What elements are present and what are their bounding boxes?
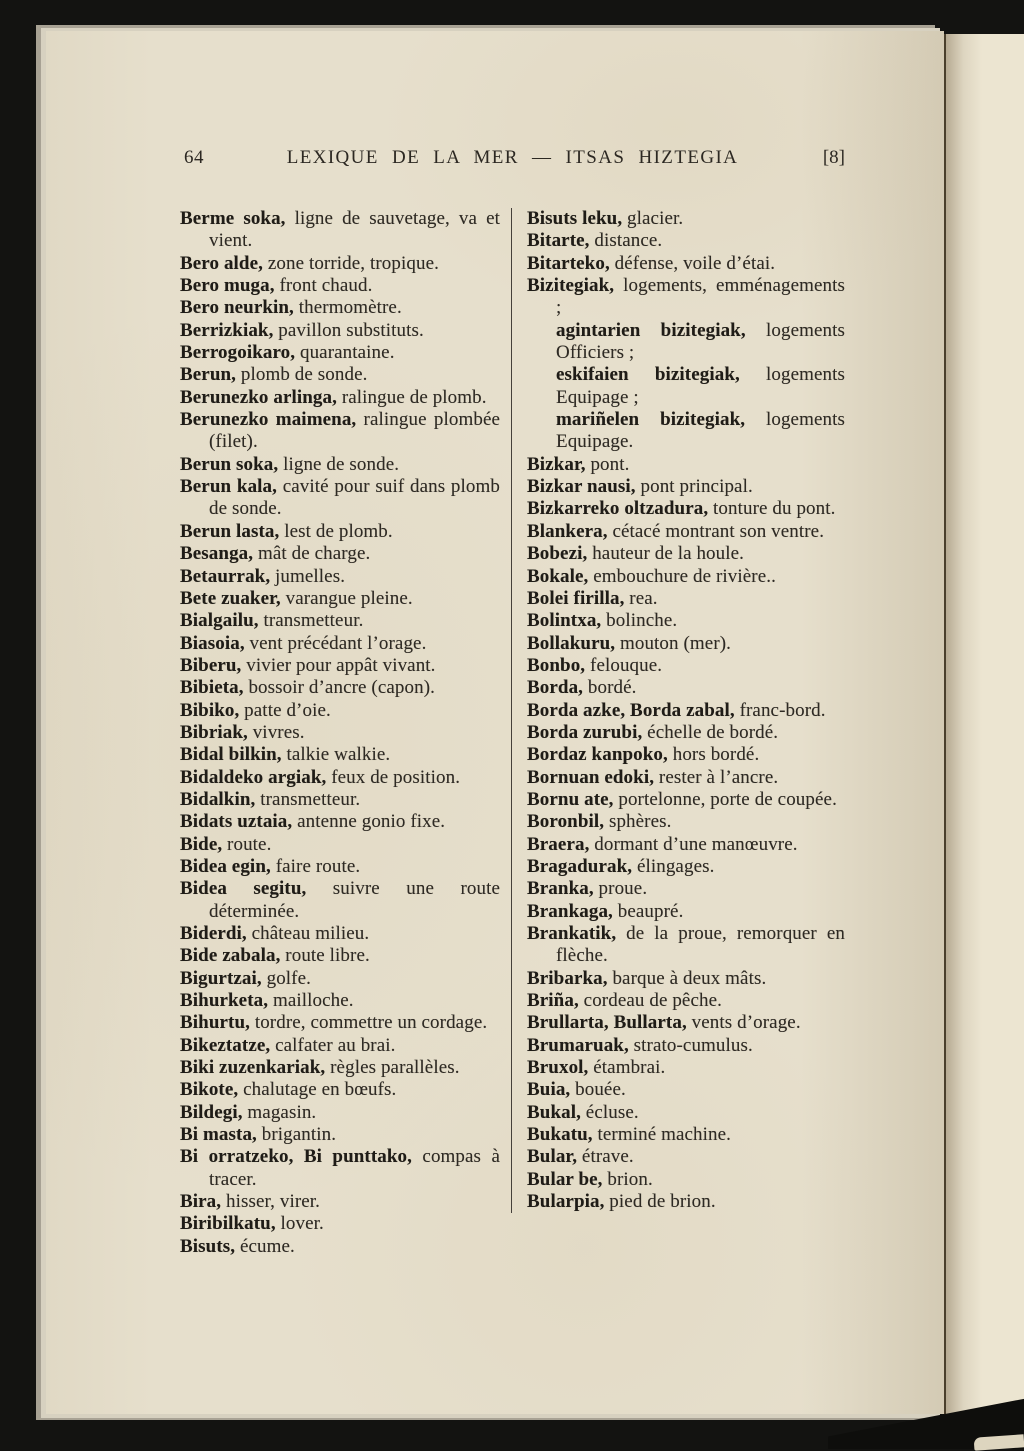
definition: de la proue, remorquer en flèche. [556, 923, 845, 967]
headword: Bigurtzai, [180, 967, 262, 989]
definition: pied de brion. [604, 1191, 716, 1213]
definition: distance. [589, 230, 663, 252]
definition: cavité pour suif dans plomb de sonde. [209, 476, 500, 520]
headword: Bidal bilkin, [180, 744, 282, 766]
entry [527, 588, 845, 610]
definition: quarantaine. [295, 342, 395, 364]
entry [527, 923, 845, 968]
definition: proue. [593, 878, 648, 900]
headword: Biasoia, [180, 632, 245, 654]
entry [180, 1236, 500, 1258]
definition: château milieu. [246, 923, 370, 944]
definition: bordé. [583, 677, 637, 699]
definition: hisser, virer. [221, 1191, 321, 1213]
headword: Bular, [527, 1146, 578, 1168]
definition: brion. [602, 1168, 653, 1190]
entry [180, 208, 500, 253]
headword: Buia, [527, 1079, 571, 1101]
definition: zone torride, tropique. [262, 252, 439, 274]
definition: brigantin. [256, 1124, 337, 1146]
definition: front chaud. [274, 275, 373, 297]
headword: Berunezko arlinga, [180, 386, 337, 408]
headword: Blankera, [527, 520, 608, 542]
headword: Bihurketa, [180, 990, 269, 1012]
headword: Bornuan edoki, [527, 766, 655, 788]
entry [180, 878, 500, 923]
definition: suivre une route déterminée. [209, 878, 500, 922]
headword: Bialgailu, [180, 610, 259, 632]
definition: calfater au brai. [270, 1034, 396, 1056]
entry [180, 700, 500, 722]
headword: Bide zabala, [180, 945, 281, 967]
headword: Bukatu, [527, 1124, 593, 1146]
definition: ralingue de plomb. [336, 386, 487, 408]
entry [180, 945, 500, 967]
entry [527, 253, 845, 275]
definition: cordeau de pêche. [578, 990, 722, 1012]
headword: Bikote, [180, 1079, 239, 1101]
headword: mariñelen bizitegiak, [556, 409, 746, 431]
entry [527, 1079, 845, 1101]
entry [180, 856, 500, 878]
definition: thermomètre. [293, 297, 402, 319]
entry [527, 1124, 845, 1146]
headword: Bobezi, [527, 543, 588, 565]
headword: Berun, [180, 364, 237, 386]
definition: règles parallèles. [325, 1057, 460, 1079]
headword: Bularpia, [527, 1191, 605, 1213]
definition: route. [222, 833, 272, 855]
entry [180, 1146, 500, 1191]
definition: plomb de sonde. [236, 364, 368, 386]
headword: Bizkarreko oltzadura, [527, 498, 709, 520]
headword: Bitarteko, [527, 252, 610, 274]
definition: dormant d’une manœuvre. [589, 833, 798, 855]
definition: ralingue plombée (filet). [209, 409, 501, 453]
definition: écume. [235, 1235, 295, 1257]
headword: Bribarka, [527, 967, 608, 989]
entry [180, 454, 500, 476]
definition: bolinche. [601, 610, 678, 632]
definition: jumelles. [270, 565, 346, 587]
definition: tonture du pont. [708, 498, 836, 520]
headword: Biki zuzenkariak, [180, 1057, 326, 1079]
headword: Biberu, [180, 654, 242, 676]
entry [180, 297, 500, 319]
entry [180, 1102, 500, 1124]
definition: échelle de bordé. [642, 721, 779, 743]
entry [180, 1213, 500, 1235]
entry [527, 722, 845, 744]
entry [180, 1057, 500, 1079]
entry [527, 655, 845, 677]
entry [527, 1169, 845, 1191]
entry [527, 1146, 845, 1168]
entry [180, 923, 500, 945]
headword: Bidalkin, [180, 788, 256, 810]
definition: franc-bord. [734, 699, 826, 721]
headword: Bero neurkin, [180, 297, 294, 319]
definition: cétacé montrant son ventre. [607, 520, 825, 542]
entry [180, 342, 500, 364]
entry [180, 1191, 500, 1213]
definition: pavillon substituts. [273, 319, 424, 341]
entry [180, 588, 500, 610]
entry [527, 1035, 845, 1057]
headword: Bizitegiak, [527, 275, 615, 297]
definition: étambrai. [588, 1057, 666, 1079]
definition: barque à deux mâts. [607, 967, 767, 989]
entry [180, 409, 500, 454]
headword: Bibiko, [180, 699, 240, 721]
headword: Bular be, [527, 1168, 603, 1190]
entry [527, 1102, 845, 1124]
headword: Betaurrak, [180, 565, 271, 587]
definition: compas à tracer. [209, 1146, 500, 1190]
headword: Bornu ate, [527, 788, 614, 810]
definition: chalutage en bœufs. [238, 1079, 397, 1101]
headword: Bollakuru, [527, 632, 616, 654]
definition: varangue pleine. [280, 587, 413, 609]
definition: magasin. [242, 1101, 317, 1123]
entry [180, 1124, 500, 1146]
definition: rester à l’ancre. [654, 766, 779, 788]
entry [527, 990, 845, 1012]
definition: ligne de sonde. [278, 453, 400, 475]
entry [180, 1079, 500, 1101]
definition: talkie walkie. [281, 744, 391, 766]
headword: Bete zuaker, [180, 587, 281, 609]
headword: Bokale, [527, 565, 589, 587]
headword: Brankatik, [527, 923, 617, 944]
headword: Bero muga, [180, 275, 275, 297]
headword: Brumaruak, [527, 1034, 629, 1056]
entry [527, 744, 845, 766]
definition: écluse. [580, 1101, 639, 1123]
entry [527, 834, 845, 856]
definition: pont. [585, 453, 630, 475]
page-header [180, 147, 845, 173]
headword: Bide, [180, 833, 223, 855]
sub-entry [527, 320, 845, 365]
entry [180, 521, 500, 543]
headword: Bisuts leku, [527, 208, 623, 229]
definition: bossoir d’ancre (capon). [243, 677, 435, 699]
headword: Bordaz kanpoko, [527, 744, 668, 766]
headword: Berun soka, [180, 453, 279, 475]
definition: beaupré. [612, 900, 684, 922]
definition: pont principal. [635, 476, 753, 498]
headword: Bragadurak, [527, 855, 633, 877]
definition: lest de plomb. [279, 520, 393, 542]
headword: Berunezko maimena, [180, 409, 357, 431]
entry [180, 990, 500, 1012]
definition: glacier. [622, 208, 684, 229]
headword: Borda zurubi, [527, 721, 643, 743]
entry [527, 968, 845, 990]
definition: tordre, commettre un cordage. [249, 1012, 488, 1034]
headword: Bizkar nausi, [527, 476, 636, 498]
definition: antenne gonio fixe. [292, 811, 446, 833]
headword: Brankaga, [527, 900, 613, 922]
entry [527, 521, 845, 543]
definition: étrave. [577, 1146, 634, 1168]
definition: vivier pour appât vivant. [241, 654, 436, 676]
headword: Besanga, [180, 543, 254, 565]
headword: Bizkar, [527, 453, 586, 475]
entry [180, 834, 500, 856]
headword: Bira, [180, 1191, 222, 1213]
definition: faire route. [270, 855, 361, 877]
entry [527, 878, 845, 900]
column-left [180, 208, 500, 1258]
definition: vent précédant l’orage. [244, 632, 427, 654]
definition: lover. [275, 1213, 324, 1235]
entry [180, 1035, 500, 1057]
definition: sphères. [604, 811, 672, 833]
headword: Bildegi, [180, 1101, 243, 1123]
entry [527, 275, 845, 320]
definition: logements, emménagements ; [556, 275, 845, 319]
definition: mouton (mer). [615, 632, 732, 654]
headword: Bolei firilla, [527, 587, 625, 609]
headword: Bibriak, [180, 721, 248, 743]
definition: rea. [624, 587, 658, 609]
dictionary-columns [180, 208, 847, 1258]
entry [527, 856, 845, 878]
headword: Bisuts, [180, 1235, 236, 1257]
headword: Briña, [527, 990, 579, 1012]
headword: Berrogoikaro, [180, 342, 296, 364]
running-title: LEXIQUE DE LA MER — ITSAS HIZTEGIA [286, 147, 739, 168]
entry [527, 543, 845, 565]
definition: mailloche. [268, 990, 354, 1012]
headword: Bitarte, [527, 230, 590, 252]
book-page [46, 31, 944, 1414]
headword: Berme soka, [180, 208, 286, 229]
headword: Biderdi, [180, 923, 247, 944]
entry [180, 364, 500, 386]
definition: logements Equipage. [556, 409, 845, 453]
headword: Borda, [527, 677, 584, 699]
headword: Bibieta, [180, 677, 244, 699]
folio-reference: [8] [822, 147, 845, 168]
entry [527, 901, 845, 923]
entry [180, 677, 500, 699]
headword: Bonbo, [527, 654, 586, 676]
definition: portelonne, porte de coupée. [613, 788, 837, 810]
headword: Bidaldeko argiak, [180, 766, 327, 788]
headword: agintarien bizitegiak, [556, 319, 746, 341]
definition: transmetteur. [255, 788, 361, 810]
definition: golfe. [261, 967, 311, 989]
entry [527, 811, 845, 833]
definition: hauteur de la houle. [587, 543, 745, 565]
headword: Berun kala, [180, 476, 277, 498]
definition: hors bordé. [667, 744, 760, 766]
page-number: 64 [184, 147, 204, 168]
definition: embouchure de rivière.. [588, 565, 776, 587]
column-right [511, 208, 845, 1213]
headword: Bolintxa, [527, 610, 602, 632]
entry [180, 320, 500, 342]
entry [527, 208, 845, 230]
headword: Berrizkiak, [180, 319, 274, 341]
entry [527, 767, 845, 789]
definition: défense, voile d’étai. [609, 252, 776, 274]
headword: Berun lasta, [180, 520, 280, 542]
entry [527, 1057, 845, 1079]
entry [527, 498, 845, 520]
definition: terminé machine. [592, 1124, 731, 1146]
headword: Borda azke, Borda zabal, [527, 699, 735, 721]
definition: logements Officiers ; [556, 319, 845, 364]
headword: Branka, [527, 878, 594, 900]
facing-page-edge [944, 34, 1024, 1449]
entry [180, 968, 500, 990]
entry [180, 789, 500, 811]
headword: Bruxol, [527, 1057, 589, 1079]
entry [180, 275, 500, 297]
entry [527, 1012, 845, 1034]
headword: Brullarta, Bullarta, [527, 1012, 687, 1034]
entry [180, 744, 500, 766]
entry [527, 610, 845, 632]
entry [527, 230, 845, 252]
definition: transmetteur. [258, 610, 364, 632]
headword: Bidea segitu, [180, 878, 307, 900]
definition: mât de charge. [253, 543, 371, 565]
entry [527, 476, 845, 498]
headword: Bero alde, [180, 252, 263, 274]
entry [180, 722, 500, 744]
definition: élingages. [632, 855, 715, 877]
headword: Braera, [527, 833, 590, 855]
definition: feux de position. [326, 766, 461, 788]
entry [527, 789, 845, 811]
definition: logements Equipage ; [556, 364, 845, 408]
entry [527, 633, 845, 655]
entry [527, 677, 845, 699]
entry [180, 767, 500, 789]
entry [180, 633, 500, 655]
entry [180, 655, 500, 677]
definition: patte d’oie. [239, 699, 331, 721]
headword: Biribilkatu, [180, 1213, 276, 1235]
headword: Bi masta, [180, 1124, 257, 1146]
entry [180, 543, 500, 565]
definition: ligne de sauvetage, va et vient. [209, 208, 500, 252]
definition: felouque. [585, 654, 663, 676]
sub-entry [527, 364, 845, 409]
entry [180, 566, 500, 588]
definition: strato-cumulus. [628, 1034, 753, 1056]
definition: bouée. [570, 1079, 626, 1101]
headword: Bikeztatze, [180, 1034, 271, 1056]
entry [527, 454, 845, 476]
entry [180, 811, 500, 833]
entry [180, 476, 500, 521]
definition: route libre. [280, 945, 370, 967]
entry [180, 387, 500, 409]
headword: Bihurtu, [180, 1012, 250, 1034]
sub-entry [527, 409, 845, 454]
entry [180, 1012, 500, 1034]
headword: Bi orratzeko, Bi punttako, [180, 1146, 412, 1168]
headword: Bukal, [527, 1101, 581, 1123]
definition: vivres. [247, 721, 305, 743]
entry [527, 566, 845, 588]
headword: eskifaien bizitegiak, [556, 364, 740, 386]
entry [527, 1191, 845, 1213]
headword: Boronbil, [527, 811, 605, 833]
headword: Bidea egin, [180, 855, 271, 877]
headword: Bidats uztaia, [180, 811, 293, 833]
entry [180, 253, 500, 275]
definition: vents d’orage. [686, 1012, 801, 1034]
entry [180, 610, 500, 632]
entry [527, 700, 845, 722]
